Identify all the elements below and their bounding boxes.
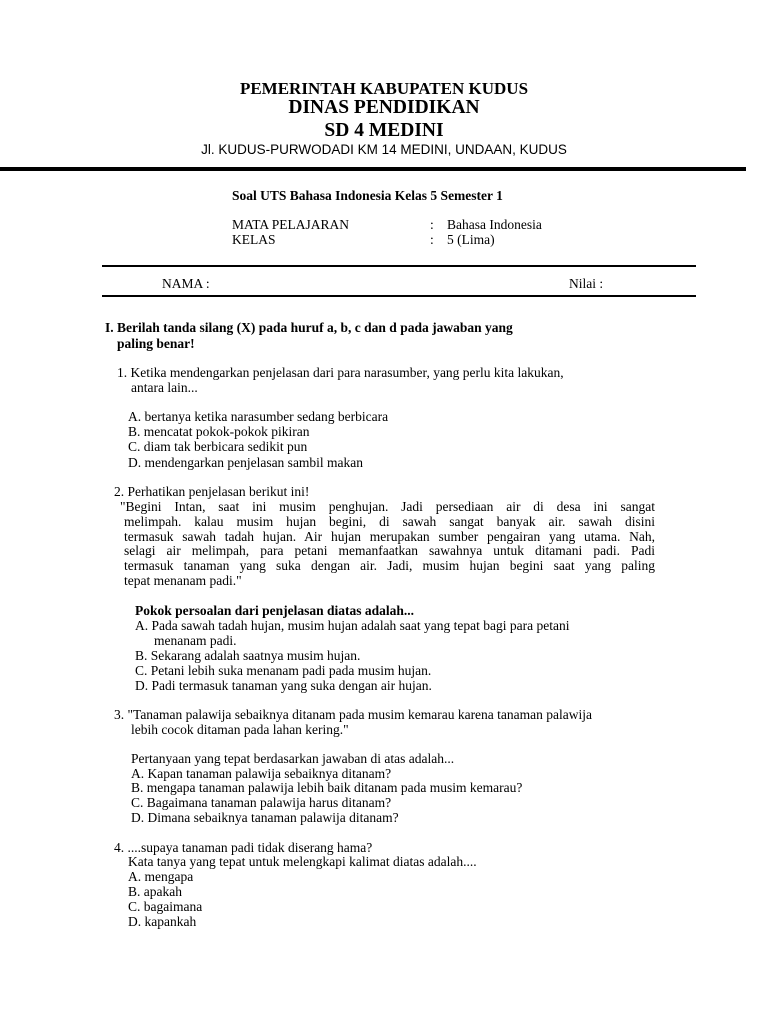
name-box-top-rule: [102, 265, 696, 267]
question-3-option-d: D. Dimana sebaiknya tanaman palawija ditanam?: [131, 810, 399, 825]
question-4-option-b: B. apakah: [128, 884, 182, 899]
question-3-option-b: B. mengapa tanaman palawija lebih baik ditanam pada musim kemarau?: [131, 780, 523, 795]
question-1-option-d: D. mendengarkan penjelasan sambil makan: [128, 455, 364, 470]
question-2-passage-line5: termasuk tanaman yang suka dengan air. Jadi, musim hujan begini saat yang paling: [124, 558, 655, 573]
section-instruction-line2: paling benar!: [117, 336, 195, 351]
question-2-option-a-continued: menanam padi.: [154, 633, 237, 648]
class-value: 5 (Lima): [447, 232, 495, 247]
question-3-option-c: C. Bagaimana tanaman palawija harus ditanam?: [131, 795, 392, 810]
question-2-passage-line3: termasuk sawah tadah hujan. Air hujan merupakan sumber pengairan yang utama. Nah,: [124, 529, 655, 544]
subject-label: MATA PELAJARAN: [232, 217, 350, 232]
question-2-passage-line2: melimpah. kalau musim hujan begini, di sawah sangat banyak air. sawah disini: [124, 514, 655, 529]
question-2-intro: 2. Perhatikan penjelasan berikut ini!: [114, 484, 310, 499]
question-1-line2: antara lain...: [131, 380, 198, 395]
question-1-option-c: C. diam tak berbicara sedikit pun: [128, 439, 308, 454]
question-2-passage-line6: tepat menanam padi.": [124, 573, 242, 588]
question-1-option-a: A. bertanya ketika narasumber sedang berbicara: [128, 409, 389, 424]
score-label: Nilai :: [569, 276, 604, 291]
section-instruction-line1: I. Berilah tanda silang (X) pada huruf a, b, c dan d pada jawaban yang: [105, 320, 513, 335]
question-3-question: Pertanyaan yang tepat berdasarkan jawaban di atas adalah...: [131, 751, 455, 766]
exam-title: Soal UTS Bahasa Indonesia Kelas 5 Semester 1: [232, 188, 503, 203]
name-box-bottom-rule: [102, 295, 696, 297]
question-2-option-d: D. Padi termasuk tanaman yang suka dengan air hujan.: [135, 678, 432, 693]
question-2-passage-line4: selagi air melimpah, para petani memanfaatkan sawahnya untuk ditamani padi. Padi: [124, 543, 655, 558]
class-label: KELAS: [232, 232, 276, 247]
question-3-line1: 3. "Tanaman palawija sebaiknya ditanam pada musim kemarau karena tanaman palawija: [114, 707, 592, 722]
question-2-option-c: C. Petani lebih suka menanam padi pada musim hujan.: [135, 663, 432, 678]
question-3-option-a: A. Kapan tanaman palawija sebaiknya ditanam?: [131, 766, 392, 781]
question-2-passage-line1: "Begini Intan, saat ini musim penghujan. Jadi persediaan air di desa ini sangat: [120, 499, 655, 514]
letterhead-school: SD 4 MEDINI: [324, 120, 444, 141]
question-2-option-b: B. Sekarang adalah saatnya musim hujan.: [135, 648, 361, 663]
letterhead-department: DINAS PENDIDIKAN: [288, 97, 480, 118]
letterhead-divider: [0, 167, 746, 171]
letterhead-government: PEMERINTAH KABUPATEN KUDUS: [239, 79, 529, 98]
letterhead-address: Jl. KUDUS-PURWODADI KM 14 MEDINI, UNDAAN, KUDUS: [201, 142, 567, 157]
question-4-option-a: A. mengapa: [128, 869, 194, 884]
question-4-option-c: C. bagaimana: [128, 899, 203, 914]
question-2-option-a: A. Pada sawah tadah hujan, musim hujan adalah saat yang tepat bagi para petani: [135, 618, 570, 633]
question-1-option-b: B. mencatat pokok-pokok pikiran: [128, 424, 310, 439]
class-separator: :: [430, 232, 434, 247]
subject-separator: :: [430, 217, 434, 232]
question-4-line2: Kata tanya yang tepat untuk melengkapi kalimat diatas adalah....: [128, 854, 477, 869]
question-3-line2: lebih cocok ditaman pada lahan kering.": [131, 722, 349, 737]
name-label: NAMA :: [162, 276, 210, 291]
question-1-line1: 1. Ketika mendengarkan penjelasan dari para narasumber, yang perlu kita lakukan,: [117, 365, 564, 380]
question-4-option-d: D. kapankah: [128, 914, 197, 929]
question-2-question: Pokok persoalan dari penjelasan diatas adalah...: [135, 603, 415, 618]
question-4-line1: 4. ....supaya tanaman padi tidak diserang hama?: [114, 840, 373, 855]
subject-value: Bahasa Indonesia: [447, 217, 542, 232]
